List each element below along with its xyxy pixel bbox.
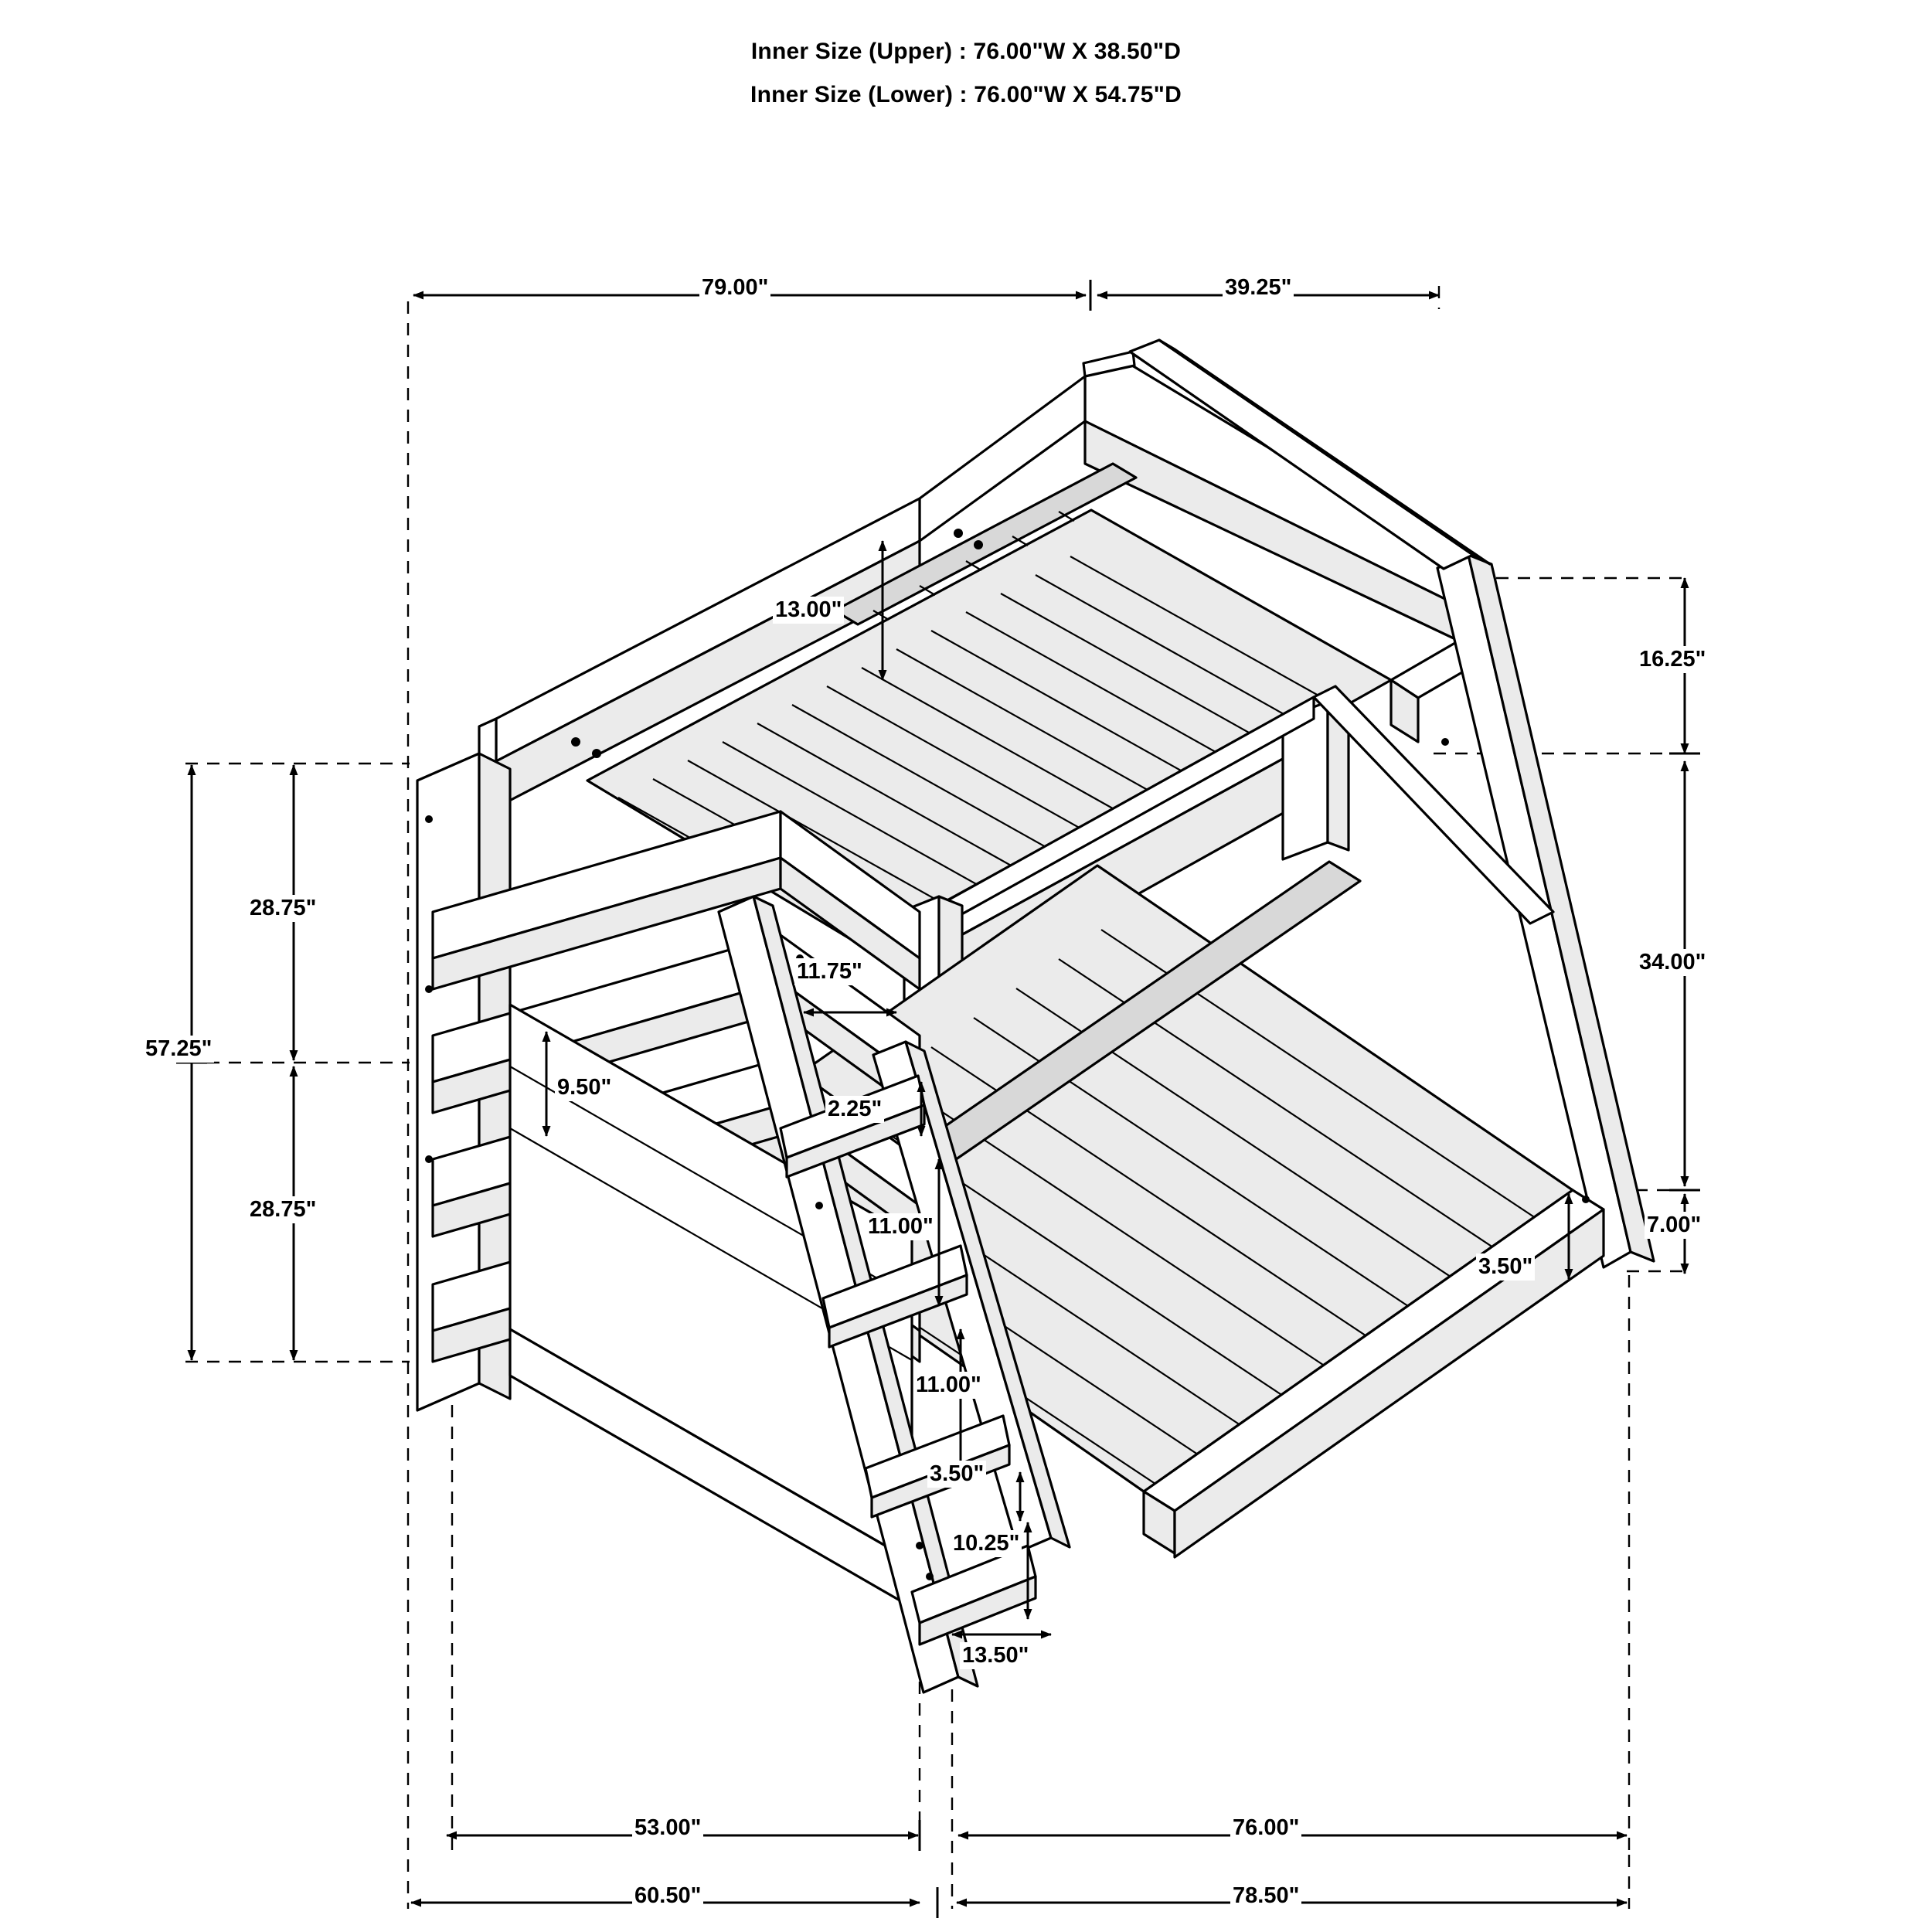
inner-size-upper-label: Inner Size (Upper) : 76.00"W X 38.50"D [750,39,1182,64]
dim-label-13-50: 13.50" [960,1642,1031,1669]
bunk-bed-illustration [417,340,1654,1692]
inner-size-lower-label: Inner Size (Lower) : 76.00"W X 54.75"D [750,82,1182,107]
dim-label-13: 13.00" [773,597,844,624]
dim-label-57-25: 57.25" [143,1036,214,1063]
dim-label-53: 53.00" [632,1815,703,1842]
dim-label-78-50: 78.50" [1230,1883,1301,1910]
dim-label-10-25: 10.25" [951,1530,1022,1557]
dim-label-11-second: 11.00" [913,1372,984,1399]
dim-label-34: 34.00" [1637,949,1708,976]
dim-label-7: 7.00" [1645,1212,1703,1239]
dim-label-79: 79.00" [699,274,770,301]
dim-label-28-75-upper: 28.75" [247,895,318,922]
dim-label-11-75: 11.75" [794,958,865,985]
dim-label-76: 76.00" [1230,1815,1301,1842]
dim-label-3-50-ladder: 3.50" [927,1461,986,1488]
dim-label-39-25: 39.25" [1223,274,1294,301]
dim-label-9-50: 9.50" [555,1074,614,1101]
dim-label-60-50: 60.50" [632,1883,703,1910]
dim-label-2-25: 2.25" [825,1096,884,1123]
dim-label-28-75-lower: 28.75" [247,1196,318,1223]
dim-label-3-50-right: 3.50" [1476,1253,1535,1281]
dim-label-11-first: 11.00" [866,1213,936,1240]
dim-label-16-25: 16.25" [1637,646,1708,673]
